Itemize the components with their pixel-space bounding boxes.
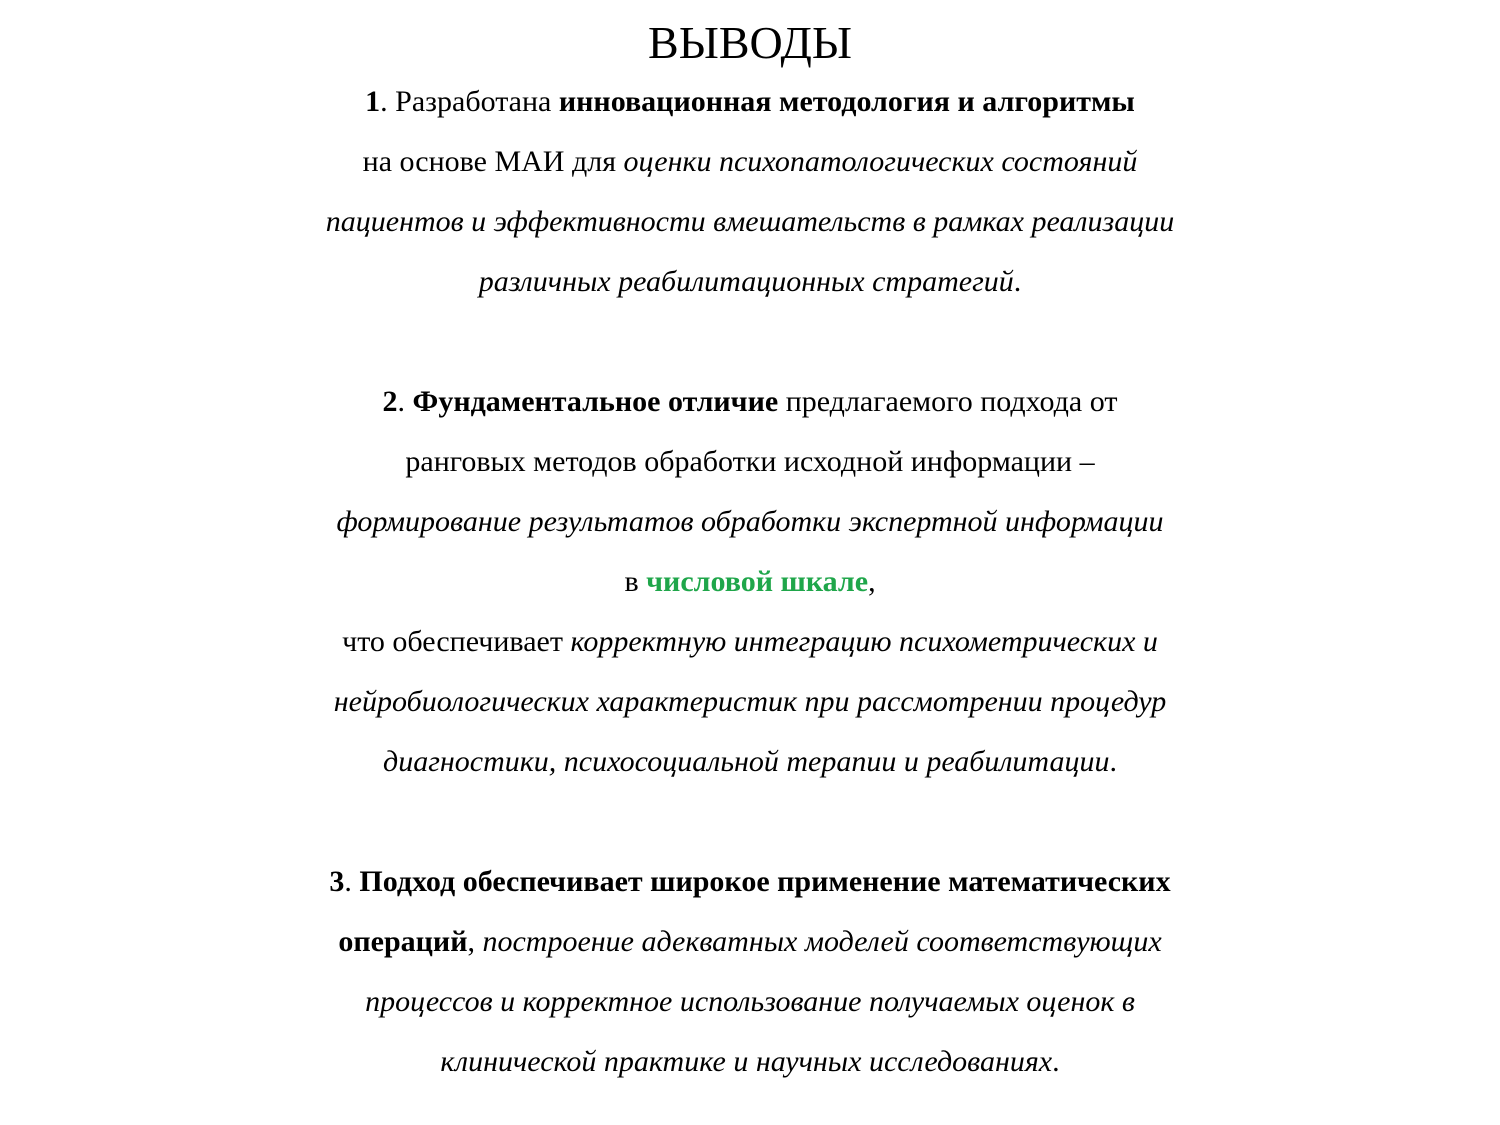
conclusion-2 <box>0 372 1500 792</box>
spacer <box>0 792 1500 852</box>
conclusion-2-line-4: в числовой шкале, <box>624 565 876 598</box>
conclusion-3-number: 3 <box>329 865 345 898</box>
conclusion-1-highlight: инновационная методология и алгоритмы <box>558 85 1135 118</box>
conclusion-2-line-1: 2. Фундаментальное отличие предлагаемого подхода от <box>382 385 1118 418</box>
conclusion-3-highlight: Подход обеспечивает широкое применение математических <box>359 865 1171 898</box>
conclusion-2-number: 2 <box>382 385 398 418</box>
conclusion-1-line-1: 1. Разработана инновационная методология и алгоритмы <box>365 85 1135 118</box>
conclusion-3 <box>0 852 1500 1092</box>
conclusion-1-line-3: пациентов и эффективности вмешательств в рамках реализации <box>325 205 1175 238</box>
conclusion-1 <box>0 72 1500 312</box>
conclusion-3-line-2: операций, построение адекватных моделей соответствующих <box>338 925 1162 958</box>
conclusion-2-line-7: диагностики, психосоциальной терапии и реабилитации. <box>383 745 1117 778</box>
conclusion-1-line-2: на основе МАИ для оценки психопатологических состояний <box>362 145 1138 178</box>
conclusion-1-number: 1 <box>365 85 381 118</box>
conclusion-3-line-4: клинической практике и научных исследованиях. <box>440 1045 1060 1078</box>
spacer <box>0 312 1500 372</box>
conclusion-2-highlight: Фундаментальное отличие <box>412 385 779 418</box>
conclusion-2-line-2: ранговых методов обработки исходной информации – <box>405 445 1095 478</box>
conclusion-3-line-3: процессов и корректное использование получаемых оценок в <box>365 985 1135 1018</box>
conclusion-3-line-1: 3. Подход обеспечивает широкое применение математических <box>329 865 1171 898</box>
conclusion-2-line-5: что обеспечивает корректную интеграцию психометрических и <box>342 625 1158 658</box>
conclusion-2-line-3: формирование результатов обработки экспертной информации <box>336 505 1164 538</box>
conclusion-1-line-4: различных реабилитационных стратегий. <box>478 265 1022 298</box>
conclusion-2-line-6: нейробиологических характеристик при рассмотрении процедур <box>333 685 1167 718</box>
slide-title: ВЫВОДЫ <box>648 17 852 68</box>
numeric-scale-highlight: числовой шкале <box>646 565 869 598</box>
